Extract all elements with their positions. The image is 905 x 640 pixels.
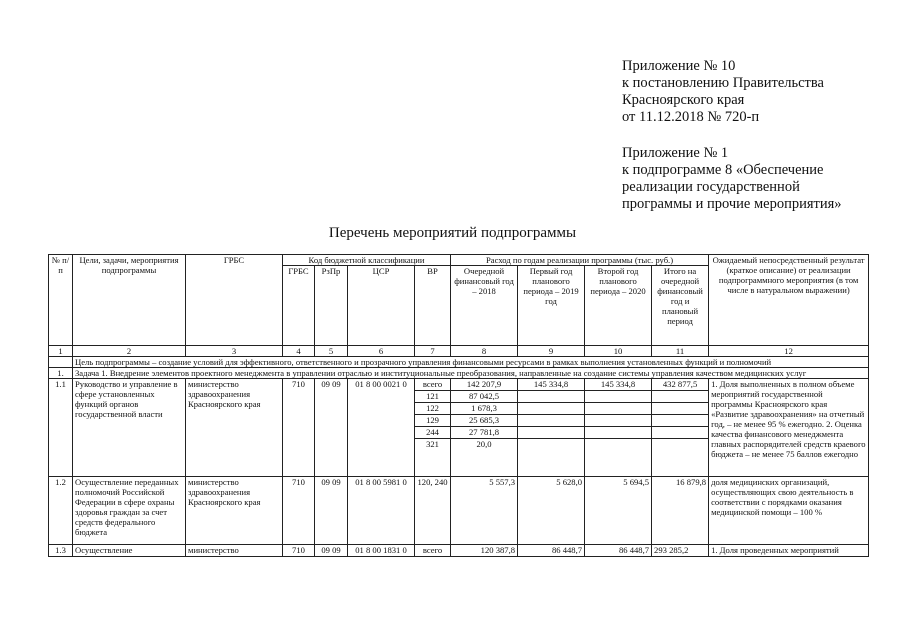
table-row xyxy=(49,545,869,557)
amount-total xyxy=(652,427,709,439)
amount-2020 xyxy=(585,391,652,403)
header-bk-csr: ЦСР xyxy=(348,266,415,346)
header-expenses: Расход по годам реализации программы (тыс. руб.) xyxy=(451,255,709,266)
amount-total: 432 877,5 xyxy=(652,379,709,391)
task-number: 1. xyxy=(49,368,73,379)
col-number: 10 xyxy=(585,346,652,357)
task-row xyxy=(49,368,869,379)
header-line: Красноярского края xyxy=(622,92,745,108)
col-number: 2 xyxy=(73,346,186,357)
bk-vr: 122 xyxy=(415,403,451,415)
header-line: программы и прочие мероприятия» xyxy=(622,196,842,212)
amount-2018: 87 042,5 xyxy=(451,391,518,403)
col-number: 11 xyxy=(652,346,709,357)
row-number: 1.2 xyxy=(49,477,73,545)
bk-grbs: 710 xyxy=(283,379,315,477)
bk-vr: 120, 240 xyxy=(415,477,451,545)
header-line: Приложение № 1 xyxy=(622,145,729,161)
bk-grbs: 710 xyxy=(283,545,315,557)
header-line: к постановлению Правительства xyxy=(622,75,824,91)
amount-2019: 86 448,7 xyxy=(518,545,585,557)
bk-csr: 01 8 00 5981 0 xyxy=(348,477,415,545)
amount-2018: 120 387,8 xyxy=(451,545,518,557)
amount-2019: 5 628,0 xyxy=(518,477,585,545)
amount-2018: 142 207,9 xyxy=(451,379,518,391)
header-bk-rzpr: РзПр xyxy=(315,266,348,346)
bk-rzpr: 09 09 xyxy=(315,545,348,557)
bk-vr: всего xyxy=(415,379,451,391)
col-number: 3 xyxy=(186,346,283,357)
amount-2019: 145 334,8 xyxy=(518,379,585,391)
amount-2019 xyxy=(518,439,585,477)
amount-2020: 145 334,8 xyxy=(585,379,652,391)
col-number: 7 xyxy=(415,346,451,357)
bk-grbs: 710 xyxy=(283,477,315,545)
task-text: Задача 1. Внедрение элементов проектного менеджмента в управлении отраслью и институциональные преобразования, направленные на создание системы управления качеством медицинских услуг xyxy=(73,368,869,379)
col-number: 8 xyxy=(451,346,518,357)
bk-rzpr: 09 09 xyxy=(315,477,348,545)
header-line: реализации государственной xyxy=(622,179,800,195)
header-y2019: Первый год планового периода – 2019 год xyxy=(518,266,585,346)
header-budget-code: Код бюджетной классификации xyxy=(283,255,451,266)
measure-name: Осуществление переданных полномочий Российской Федерации в сфере охраны здоровья граждан за счет средств федерального бюджета xyxy=(73,477,186,545)
bk-vr: 321 xyxy=(415,439,451,477)
header-bk-grbs: ГРБС xyxy=(283,266,315,346)
col-number: 9 xyxy=(518,346,585,357)
amount-total: 16 879,8 xyxy=(652,477,709,545)
grbs-name: министерство здравоохранения Красноярского края xyxy=(186,477,283,545)
amount-2020 xyxy=(585,439,652,477)
bk-csr: 01 8 00 1831 0 xyxy=(348,545,415,557)
amount-2020 xyxy=(585,427,652,439)
amount-total xyxy=(652,403,709,415)
header-result: Ожидаемый непосредственный результат (краткое описание) от реализации подпрограммного мероприятия (в том числе в натуральном выражении) xyxy=(709,255,869,346)
goal-text: Цель подпрограммы – создание условий для эффективного, ответственного и прозрачного управления финансовыми ресурсами в рамках выполнения установленных функций и полномочий xyxy=(73,357,869,368)
amount-total xyxy=(652,415,709,427)
table-row xyxy=(49,379,869,391)
bk-rzpr: 09 09 xyxy=(315,379,348,477)
bk-csr: 01 8 00 0021 0 xyxy=(348,379,415,477)
amount-2019 xyxy=(518,427,585,439)
amount-2018: 27 781,8 xyxy=(451,427,518,439)
expected-result: 1. Доля выполненных в полном объеме мероприятий государственной программы Красноярского края «Развитие здравоохранения» на отчетный год, – не менее 95 % ежегодно. 2. Оценка качества финансового менеджмента главных распорядителей средств краевого бюджета – не менее 75 баллов ежегодно xyxy=(709,379,869,477)
header-y2020: Второй год планового периода – 2020 xyxy=(585,266,652,346)
measure-name: Руководство и управление в сфере установленных функций органов государственной власти xyxy=(73,379,186,477)
amount-total xyxy=(652,391,709,403)
measure-name: Осуществление xyxy=(73,545,186,557)
col-number: 4 xyxy=(283,346,315,357)
amount-2018: 25 685,3 xyxy=(451,415,518,427)
amount-2020: 5 694,5 xyxy=(585,477,652,545)
amount-2018: 20,0 xyxy=(451,439,518,477)
amount-2019 xyxy=(518,415,585,427)
amount-2020: 86 448,7 xyxy=(585,545,652,557)
amount-2019 xyxy=(518,403,585,415)
table-row xyxy=(49,477,869,545)
header-total: Итого на очередной финансовый год и плановый период xyxy=(652,266,709,346)
document-title: Перечень мероприятий подпрограммы xyxy=(328,225,577,241)
header-goals: Цели, задачи, мероприятия подпрограммы xyxy=(73,255,186,346)
appendix-header xyxy=(622,58,892,213)
amount-total: 293 285,2 xyxy=(652,545,709,557)
amount-2020 xyxy=(585,415,652,427)
header-line: Приложение № 10 xyxy=(622,58,736,74)
expected-result: доля медицинских организаций, осуществляющих свою деятельность в соответствии с порядками оказания медицинской помощи – 100 % xyxy=(709,477,869,545)
row-number: 1.1 xyxy=(49,379,73,477)
bk-vr: 129 xyxy=(415,415,451,427)
grbs-name: министерство xyxy=(186,545,283,557)
amount-2018: 1 678,3 xyxy=(451,403,518,415)
header-bk-vr: ВР xyxy=(415,266,451,346)
col-number: 5 xyxy=(315,346,348,357)
header-line: от 11.12.2018 № 720-п xyxy=(622,109,760,125)
expected-result: 1. Доля проведенных мероприятий xyxy=(709,545,869,557)
measures-table xyxy=(48,254,869,557)
amount-2018: 5 557,3 xyxy=(451,477,518,545)
row-number: 1.3 xyxy=(49,545,73,557)
goal-row xyxy=(49,357,869,368)
header-line: к подпрограмме 8 «Обеспечение xyxy=(622,162,824,178)
col-number: 6 xyxy=(348,346,415,357)
amount-2020 xyxy=(585,403,652,415)
amount-total xyxy=(652,439,709,477)
header-y2018: Очередной финансовый год – 2018 xyxy=(451,266,518,346)
bk-vr: 244 xyxy=(415,427,451,439)
column-numbers-row xyxy=(49,346,869,357)
col-number: 1 xyxy=(49,346,73,357)
grbs-name: министерство здравоохранения Красноярского края xyxy=(186,379,283,477)
bk-vr: 121 xyxy=(415,391,451,403)
header-grbs: ГРБС xyxy=(186,255,283,346)
bk-vr: всего xyxy=(415,545,451,557)
header-num: № п/п xyxy=(49,255,73,346)
col-number: 12 xyxy=(709,346,869,357)
amount-2019 xyxy=(518,391,585,403)
